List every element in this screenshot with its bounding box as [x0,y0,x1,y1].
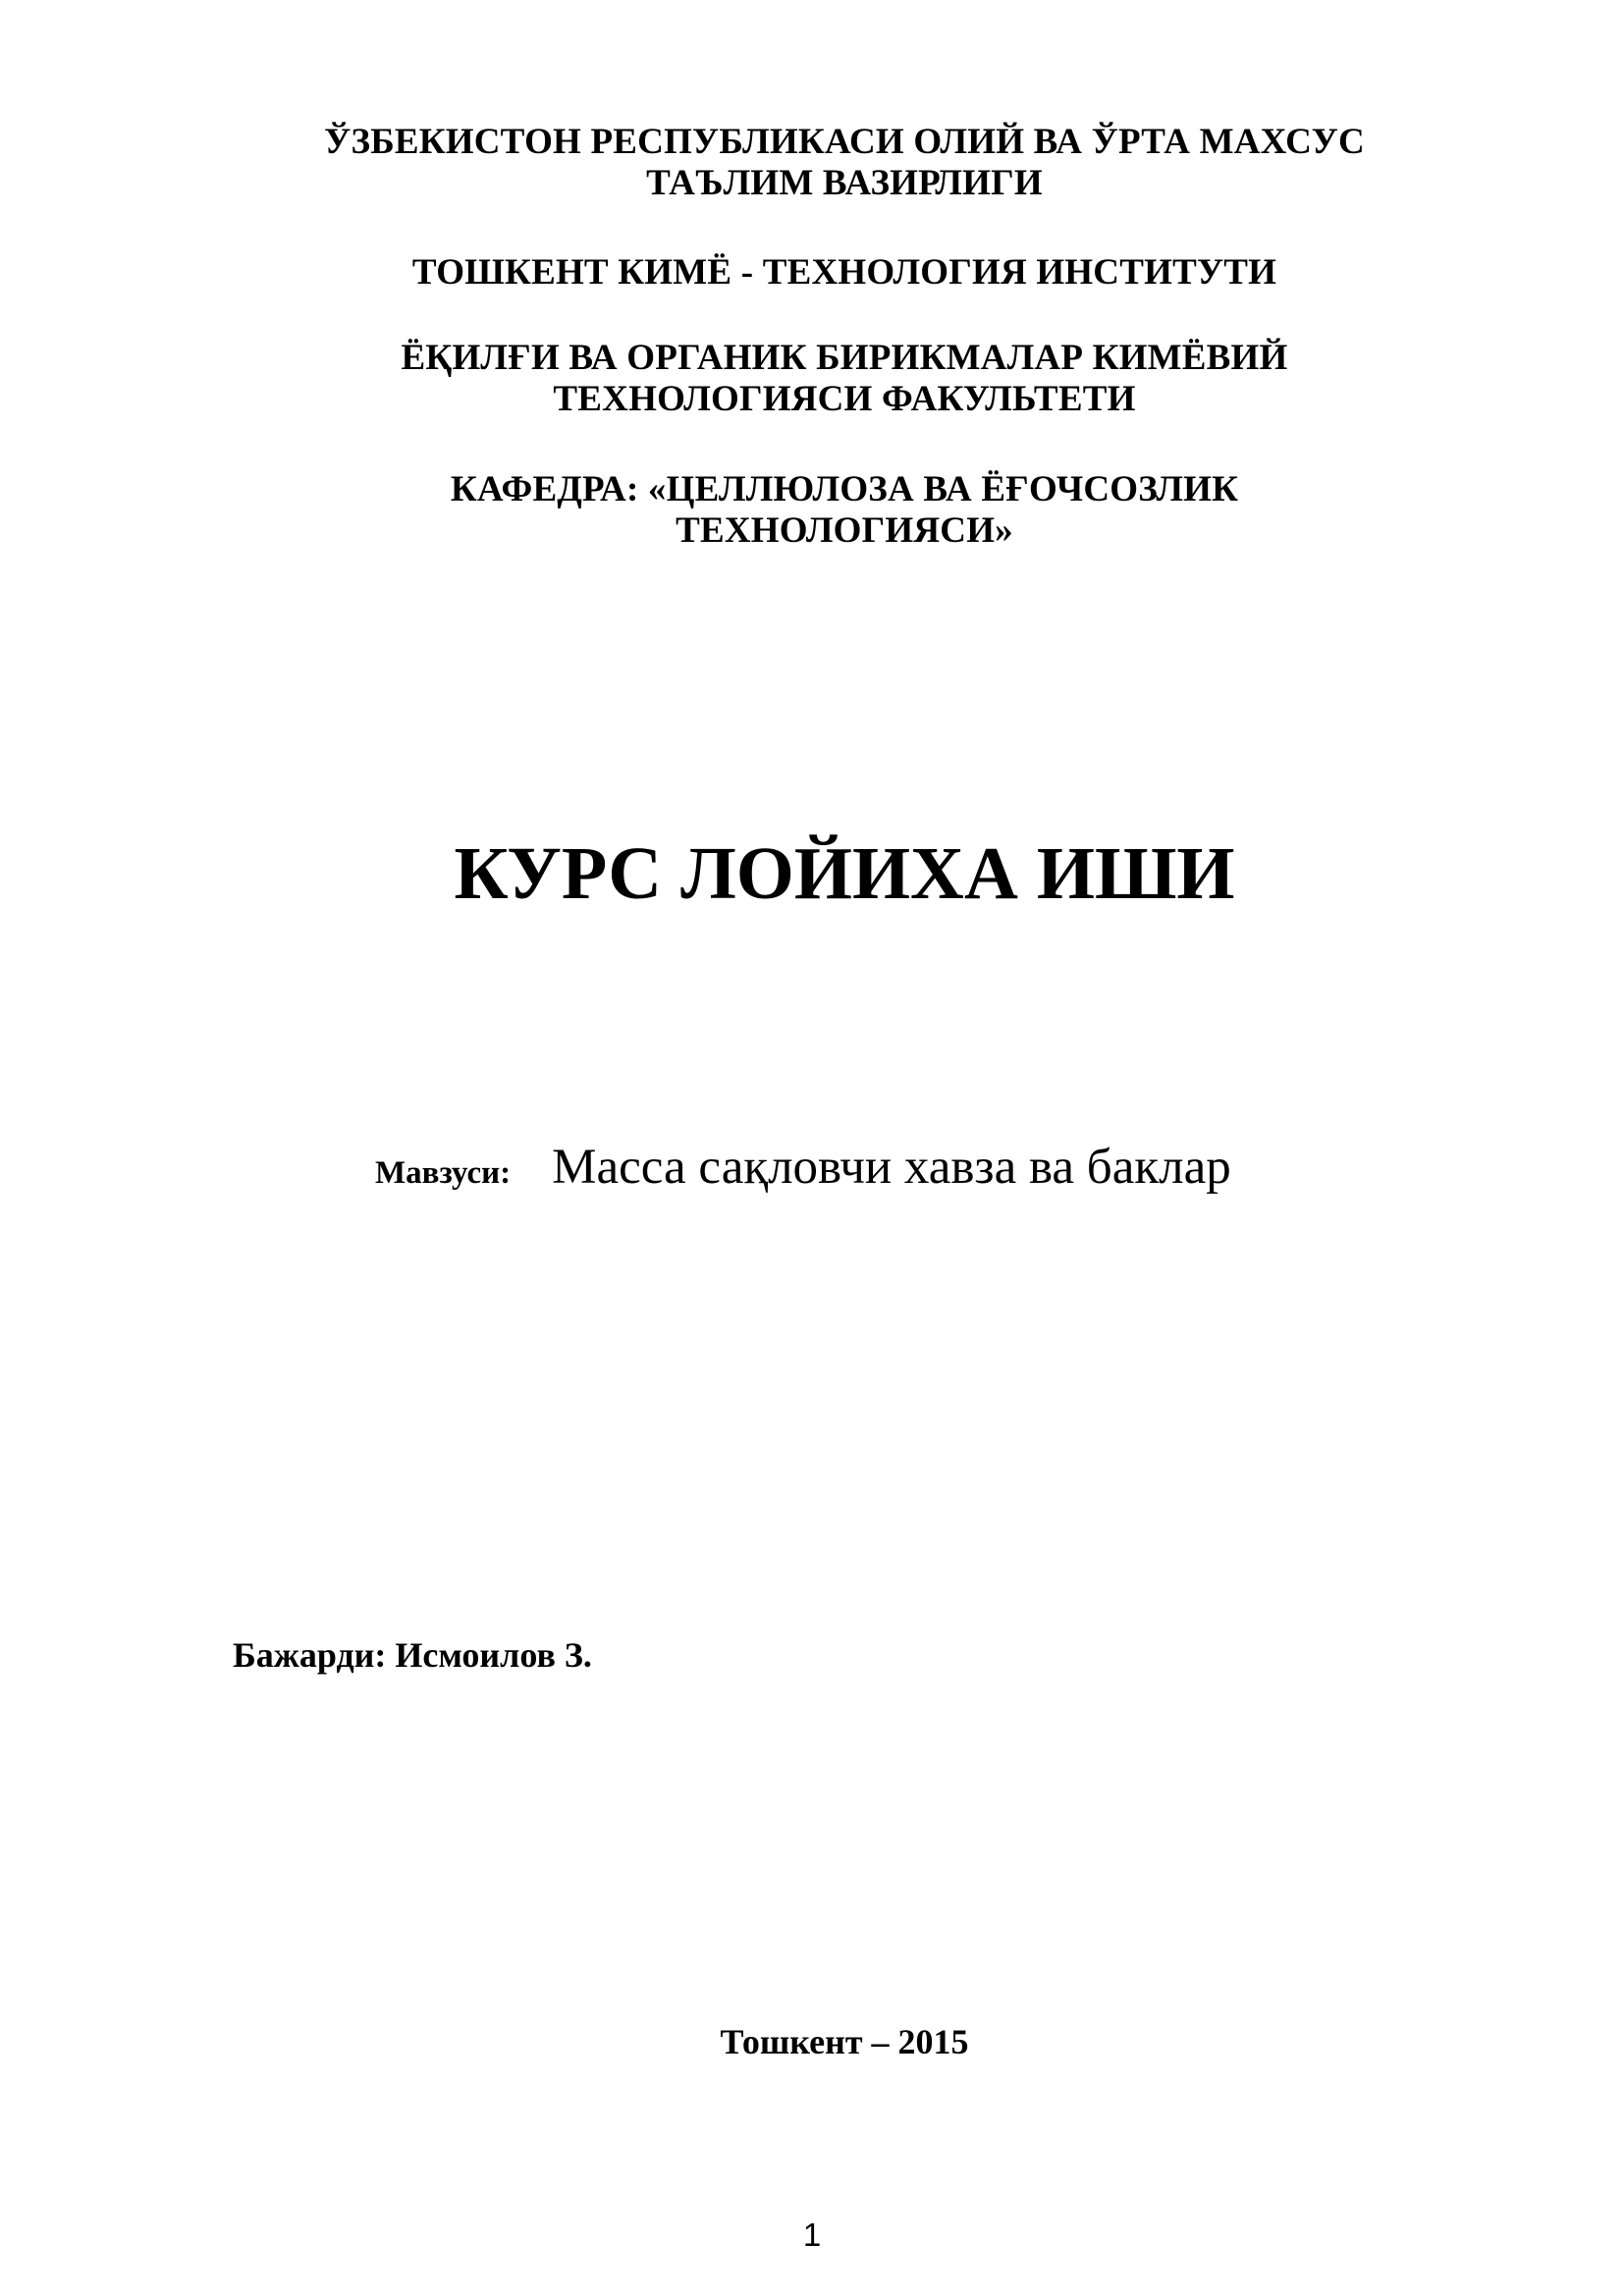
topic-value: Масса сақловчи хавза ва баклар [552,1140,1231,1195]
ministry-heading-line: ТАЪЛИМ ВАЗИРЛИГИ [646,163,1043,203]
author-line: Бажарди: Исмоилов З. [233,1635,592,1675]
topic-label: Мавзуси: [375,1155,512,1191]
ministry-heading [236,122,1453,204]
institute-heading [236,252,1453,294]
ministry-heading-line: ЎЗБЕКИСТОН РЕСПУБЛИКАСИ ОЛИЙ ВА ЎРТА МАХСУС [324,122,1365,162]
faculty-heading [236,338,1453,420]
department-heading-line: КАФЕДРА: «ЦЕЛЛЮЛОЗА ВА ЁҒОЧСОЗЛИК [450,469,1239,509]
department-heading [236,469,1453,552]
faculty-heading-line: ЁҚИЛҒИ ВА ОРГАНИК БИРИКМАЛАР КИМЁВИЙ [401,338,1288,378]
topic-row [375,1139,1231,1196]
document-title: КУРС ЛОЙИХА ИШИ [454,832,1235,915]
faculty-heading-line: ТЕХНОЛОГИЯСИ ФАКУЛЬТЕТИ [553,379,1136,419]
city-year: Тошкент – 2015 [720,2022,969,2061]
institute-heading-line: ТОШКЕНТ КИМЁ - ТЕХНОЛОГИЯ ИНСТИТУТИ [411,252,1277,293]
page-number: 1 [802,2216,822,2253]
department-heading-line: ТЕХНОЛОГИЯСИ» [676,510,1013,551]
